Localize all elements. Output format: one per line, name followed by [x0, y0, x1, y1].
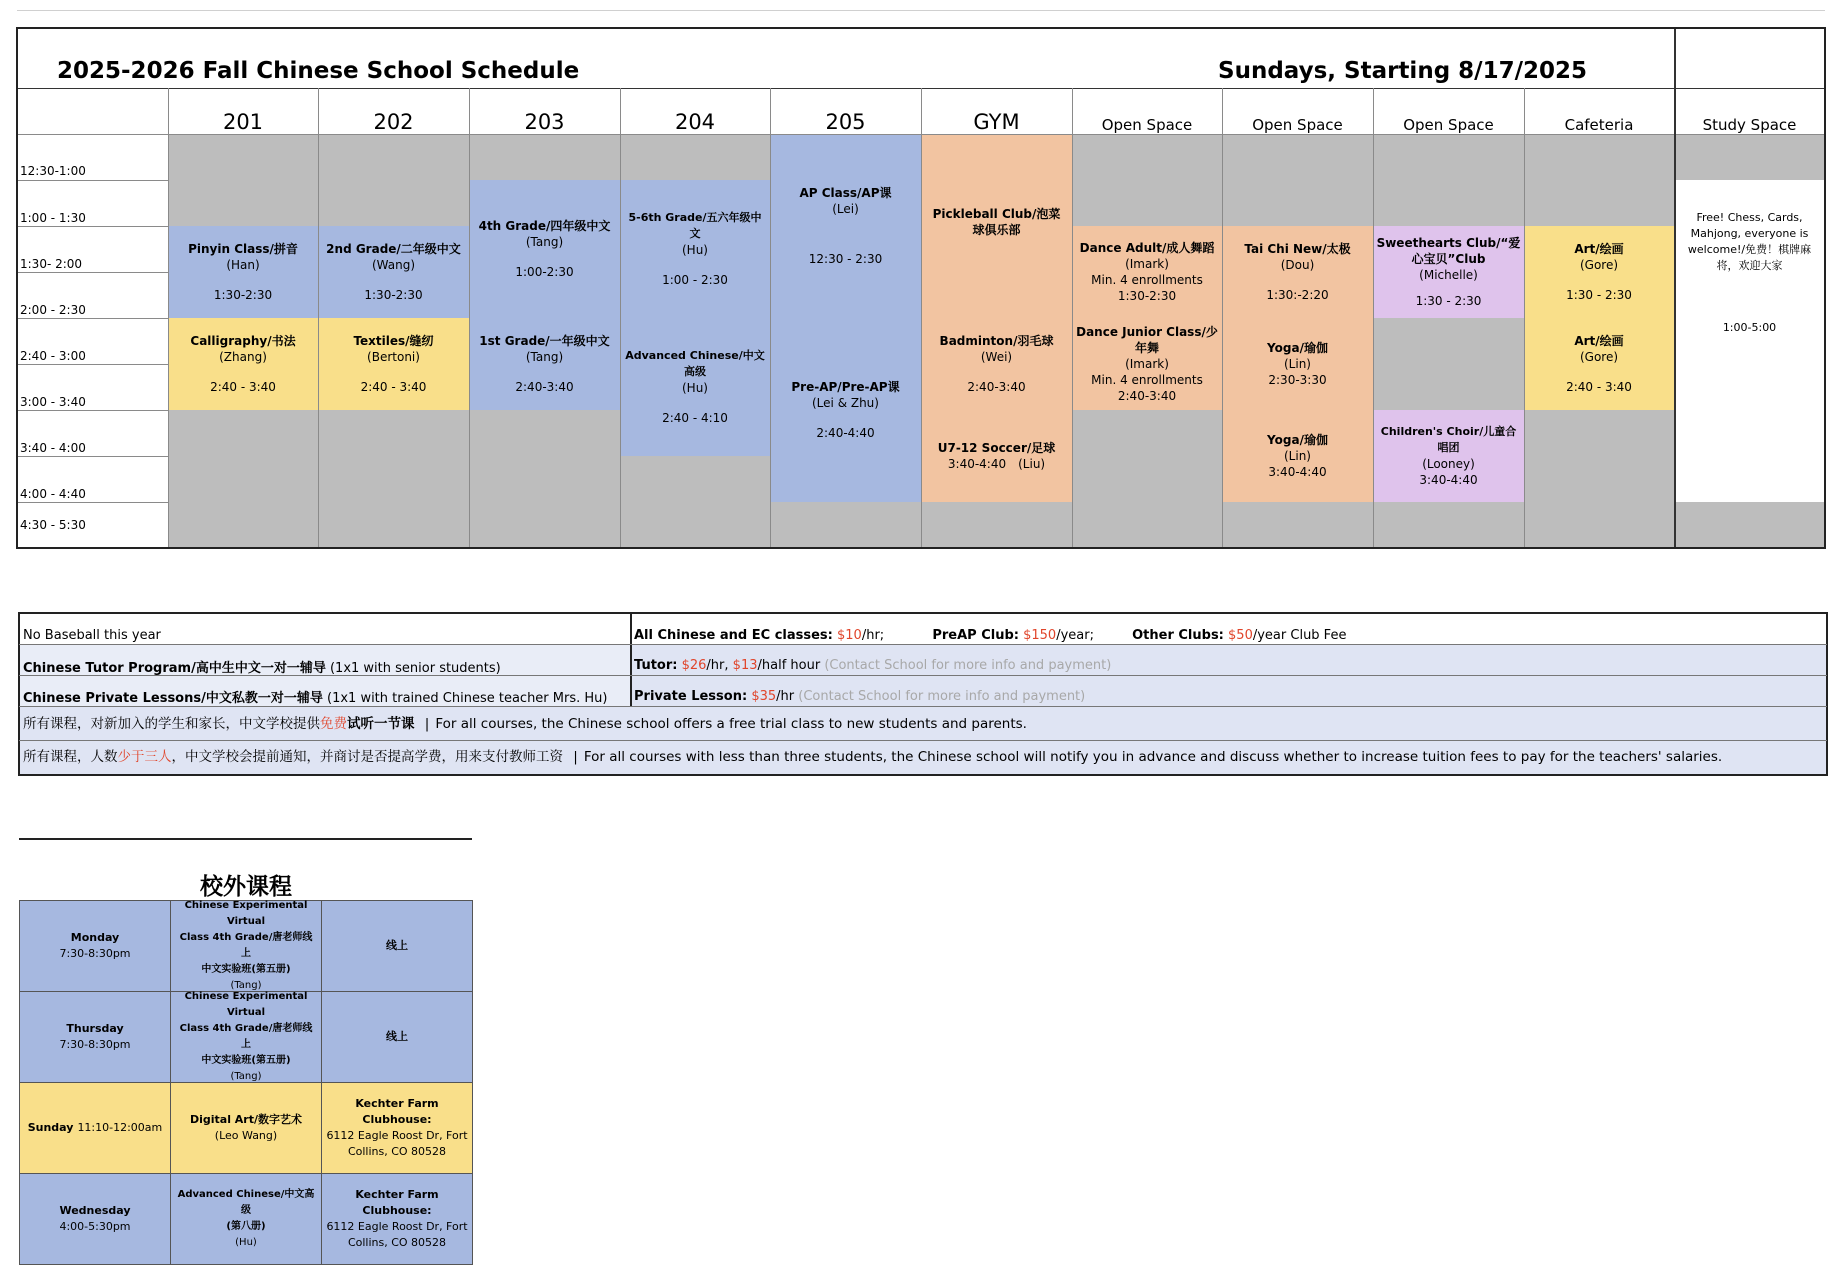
policy-text: ，中文学校会提前通知，并商讨是否提高学费，用来支付教师工资 [171, 749, 563, 765]
fee-price: $26 [681, 658, 707, 673]
class-note: Min. 4 enrollments [1091, 273, 1203, 287]
offsite-address: Collins, CO 80528 [347, 1236, 447, 1249]
class-note: Min. 4 enrollments [1091, 373, 1203, 387]
sheet-top-gridline [17, 10, 1825, 27]
time-label: 2:40 - 3:00 [20, 349, 86, 363]
room-205: 205 [825, 110, 866, 134]
class-teacher: (Tang) [525, 235, 564, 249]
room-open-space-3: Open Space [1403, 116, 1494, 134]
room-study-space: Study Space [1702, 116, 1797, 134]
class-time: 3:40-4:40 [1268, 465, 1327, 479]
offsite-day-sunday [19, 1082, 171, 1174]
class-teacher: (Looney) [1422, 457, 1475, 471]
time-label: 4:30 - 5:30 [20, 518, 86, 532]
policy-text-en: For all courses with less than three students, the Chinese school will notify you in advance and discuss whether to increase tuition fees to pay for the teachers' salaries. [583, 749, 1723, 765]
policy-highlight: 免费 [320, 716, 347, 732]
class-name: Sweethearts Club/“爱心宝贝”Club [1376, 236, 1521, 266]
schedule-title: 2025-2026 Fall Chinese School Schedule [57, 58, 580, 84]
policy-text: 试听一节课 [347, 716, 415, 732]
fee-unit: /hr, [706, 658, 729, 673]
class-time: 2:40 - 3:40 [1566, 380, 1632, 394]
class-time: 2:30-3:30 [1268, 373, 1327, 387]
class-teacher: (Hu) [682, 243, 708, 257]
time-label: 2:00 - 2:30 [20, 303, 86, 317]
class-teacher: (Dou) [1280, 258, 1315, 272]
offsite-day: Wednesday [59, 1204, 131, 1217]
room-cafeteria: Cafeteria [1564, 116, 1634, 134]
schedule-table [0, 0, 1842, 560]
class-time: 1:00 - 2:30 [662, 273, 728, 287]
class-name: Pickleball Club/泡菜球俱乐部 [932, 207, 1061, 237]
offsite-class-line: Chinese Experimental Virtual [184, 900, 308, 927]
class-teacher: (Imark) [1125, 357, 1169, 371]
fee-unit: /year; [1056, 628, 1094, 643]
class-name: 4th Grade/四年级中文 [478, 219, 611, 233]
fee-price: $50 [1228, 628, 1253, 643]
offsite-location-sunday [321, 1082, 473, 1174]
offsite-day-wednesday [19, 1173, 171, 1265]
fee-unit: /half hour [757, 658, 821, 673]
fee-unit: /year Club Fee [1252, 628, 1347, 643]
class-time: 2:40-4:40 [816, 426, 875, 440]
offsite-location: Kechter Farm Clubhouse: [355, 1188, 439, 1217]
class-teacher: (Lin) [1284, 357, 1311, 371]
fee-row-2-left [23, 657, 501, 676]
class-name: 1st Grade/一年级中文 [479, 334, 610, 348]
fee-divider [630, 612, 632, 706]
fee-divider [19, 644, 1827, 645]
fee-label: Private Lesson: [634, 689, 748, 704]
class-name: U7-12 Soccer/足球 [937, 441, 1056, 455]
offsite-class-sunday [170, 1082, 322, 1174]
offsite-class-line: (第八册) [226, 1221, 266, 1232]
offsite-class-line: Chinese Experimental Virtual [184, 991, 308, 1018]
class-time: 2:40 - 3:40 [360, 380, 427, 394]
fee-row-1-left: No Baseball this year [23, 628, 161, 643]
offsite-class-line: Digital Art/数字艺术 [189, 1113, 303, 1126]
fee-row-3-right [634, 689, 1085, 704]
offsite-address: 6112 Eagle Roost Dr, Fort [326, 1129, 468, 1142]
offsite-class-line: 中文实验班(第五册) [201, 964, 291, 975]
room-202: 202 [373, 110, 414, 134]
policy-highlight: 少于三人 [117, 749, 172, 765]
class-time: 3:40-4:40 (Liu) [947, 457, 1046, 471]
offsite-class-thursday [170, 991, 322, 1083]
class-time: 3:40-4:40 [1419, 473, 1478, 487]
schedule-frame [16, 27, 1826, 549]
class-teacher: (Hu) [682, 381, 708, 395]
offsite-class-line: Class 4th Grade/唐老师线上 [179, 932, 313, 959]
offsite-class-line: Class 4th Grade/唐老师线上 [179, 1023, 313, 1050]
fee-label: All Chinese and EC classes: [634, 628, 833, 643]
time-label: 3:40 - 4:00 [20, 441, 86, 455]
offsite-day: Monday [70, 931, 120, 944]
class-name: Advanced Chinese/中文高级 [625, 349, 765, 378]
study-text-line: 将，欢迎大家 [1716, 259, 1783, 272]
study-text-line: Mahjong, everyone is [1690, 227, 1809, 240]
fee-label: Other Clubs: [1132, 628, 1224, 643]
time-label: 4:00 - 4:40 [20, 487, 86, 501]
room-204: 204 [674, 110, 716, 134]
class-time: 1:30:-2:20 [1266, 288, 1329, 302]
room-open-space-2: Open Space [1252, 116, 1343, 134]
offsite-location: 线上 [386, 1030, 408, 1043]
time-label: 1:30- 2:00 [20, 257, 83, 271]
class-name: Art/绘画 [1574, 242, 1624, 256]
offsite-location: 线上 [386, 939, 408, 952]
class-name: Tai Chi New/太极 [1244, 242, 1351, 256]
class-time: 2:40 - 3:40 [210, 380, 276, 394]
class-time: 2:40-3:40 [1117, 389, 1177, 403]
class-teacher: (Wang) [371, 258, 416, 272]
class-name: Dance Junior Class/少年舞 [1076, 325, 1218, 355]
class-time: 1:30-2:30 [364, 288, 423, 302]
fee-row-free-trial: 所有课程，对新加入的学生和家长，中文学校提供免费试听一节课 | For all courses, the Chinese school offers a free trial class to new students and parents. [23, 716, 1027, 732]
offsite-class-line: Advanced Chinese/中文高级 [177, 1189, 315, 1216]
class-time: 1:00-2:30 [515, 265, 574, 279]
offsite-rule [19, 838, 472, 840]
study-text-line: welcome!/免费！棋牌麻 [1687, 243, 1812, 256]
class-time: 1:30 - 2:30 [1415, 294, 1482, 308]
fee-label: Tutor: [634, 658, 678, 673]
class-name: Yoga/瑜伽 [1267, 341, 1328, 355]
offsite-class-monday [170, 900, 322, 992]
class-teacher: (Tang) [525, 350, 564, 364]
offsite-day-thursday [19, 991, 171, 1083]
class-time: 1:30 - 2:30 [1566, 288, 1632, 302]
class-teacher: (Han) [226, 258, 260, 272]
fee-row-1-right [634, 628, 1346, 643]
offsite-day: Sunday [27, 1121, 74, 1134]
fee-price: $10 [837, 628, 862, 643]
room-201: 201 [222, 110, 264, 134]
fee-price: $35 [751, 689, 777, 704]
class-name: AP Class/AP课 [799, 186, 892, 200]
offsite-title: 校外课程 [200, 874, 292, 900]
class-name: Pinyin Class/拼音 [188, 242, 298, 256]
policy-text: 所有课程，人数 [23, 749, 118, 765]
class-time: 2:40-3:40 [967, 380, 1026, 394]
class-name: Calligraphy/书法 [190, 334, 296, 348]
class-name: Dance Adult/成人舞蹈 [1079, 241, 1215, 255]
fee-row-2-right [634, 658, 1111, 673]
offsite-teacher: (Tang) [230, 1071, 262, 1082]
class-name: 2nd Grade/二年级中文 [326, 242, 461, 256]
offsite-day-monday [19, 900, 171, 992]
offsite-location-thursday [321, 991, 473, 1083]
room-gym: GYM [973, 110, 1020, 134]
schedule-subtitle: Sundays, Starting 8/17/2025 [1218, 58, 1587, 84]
policy-text-en: For all courses, the Chinese school offers a free trial class to new students and parents. [435, 716, 1027, 732]
class-name: 5-6th Grade/五六年级中文 [628, 211, 762, 240]
class-time: 1:00-5:00 [1722, 321, 1777, 334]
class-teacher: (Gore) [1579, 350, 1619, 364]
class-name: Textiles/缝纫 [353, 334, 434, 348]
time-label: 12:30-1:00 [20, 164, 86, 178]
fee-label: Chinese Tutor Program/高中生中文一对一辅导 [23, 661, 326, 676]
fee-note: (1x1 with trained Chinese teacher Mrs. Hu) [327, 691, 608, 706]
class-name: Children's Choir/儿童合唱团 [1380, 425, 1517, 454]
fee-row-min-students: 所有课程，人数少于三人，中文学校会提前通知，并商讨是否提高学费，用来支付教师工资 | For all courses with less than three students, the Chinese school will notify you in advance and discuss whether to increase tuition fees to pay for the teachers' salaries. [23, 749, 1723, 765]
class-time: 1:30-2:30 [1117, 289, 1177, 303]
class-time: 2:40 - 4:10 [662, 411, 728, 425]
class-teacher: (Lei & Zhu) [812, 396, 879, 410]
fee-price: $13 [732, 658, 758, 673]
class-teacher: (Imark) [1125, 257, 1169, 271]
class-teacher: (Michelle) [1419, 268, 1478, 282]
time-label: 1:00 - 1:30 [20, 211, 86, 225]
time-label: 3:00 - 3:40 [20, 395, 86, 409]
offsite-class-wednesday [170, 1173, 322, 1265]
fee-note: (Contact School for more info and payment) [798, 689, 1086, 704]
class-teacher: (Bertoni) [367, 350, 420, 364]
offsite-address: 6112 Eagle Roost Dr, Fort [326, 1220, 468, 1233]
offsite-location-monday [321, 900, 473, 992]
offsite-teacher: (Hu) [235, 1237, 257, 1248]
fee-note: (1x1 with senior students) [329, 661, 501, 676]
class-time: 12:30 - 2:30 [808, 252, 883, 266]
offsite-teacher: (Tang) [230, 980, 262, 991]
fee-divider [19, 706, 1827, 707]
class-name: Art/绘画 [1574, 334, 1624, 348]
offsite-time: 7:30-8:30pm [59, 947, 131, 960]
offsite-location: Kechter Farm Clubhouse: [355, 1097, 439, 1126]
class-teacher: (Gore) [1579, 258, 1619, 272]
fee-divider [19, 740, 1827, 741]
fee-unit: /hr; [861, 628, 885, 643]
class-time: 2:40-3:40 [515, 380, 574, 394]
class-time: 1:30-2:30 [213, 288, 273, 302]
offsite-address: Collins, CO 80528 [347, 1145, 447, 1158]
offsite-location-wednesday [321, 1173, 473, 1265]
class-teacher: (Wei) [980, 350, 1013, 364]
fee-price: $150 [1023, 628, 1057, 643]
fee-unit: /hr [776, 689, 795, 704]
policy-text: 所有课程，对新加入的学生和家长，中文学校提供 [23, 716, 320, 732]
offsite-time: 4:00-5:30pm [59, 1220, 131, 1233]
fee-row-3-left [23, 687, 607, 706]
class-teacher: (Zhang) [219, 350, 267, 364]
fee-label: Chinese Private Lessons/中文私教一对一辅导 [23, 691, 323, 706]
class-name: Yoga/瑜伽 [1267, 433, 1328, 447]
room-203: 203 [524, 110, 565, 134]
class-name: Badminton/羽毛球 [939, 334, 1054, 348]
class-teacher: (Lin) [1284, 449, 1311, 463]
class-teacher: (Lei) [832, 202, 859, 216]
fee-note: (Contact School for more info and payment) [824, 658, 1112, 673]
fee-label: PreAP Club: [932, 628, 1019, 643]
offsite-teacher: (Leo Wang) [214, 1129, 278, 1142]
class-name: Pre-AP/Pre-AP课 [791, 380, 900, 394]
offsite-class-line: 中文实验班(第五册) [201, 1055, 291, 1066]
study-text-line: Free! Chess, Cards, [1696, 211, 1803, 224]
offsite-time: 7:30-8:30pm [59, 1038, 131, 1051]
offsite-time: 11:10-12:00am [77, 1121, 163, 1134]
room-open-space-1: Open Space [1101, 116, 1193, 134]
offsite-day: Thursday [66, 1022, 124, 1035]
